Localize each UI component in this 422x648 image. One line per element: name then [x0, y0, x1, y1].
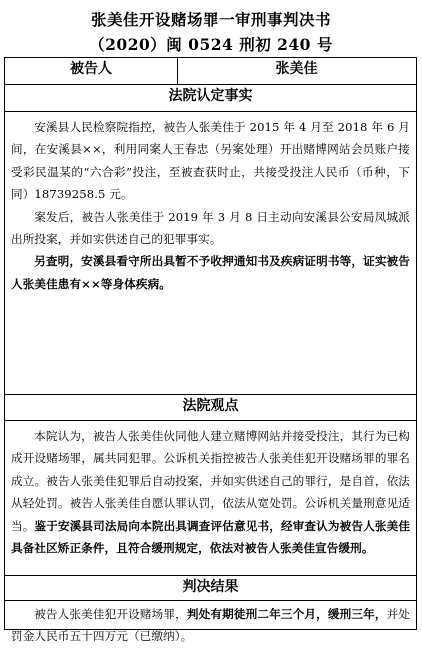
facts-paragraph-1: 安溪县人民检察院指控，被告人张美佳于 2015 年 4 月至 2018 年 6 月间，在安溪县××，利用同案人王春忠（另案处理）开出赌博网站会员账户接受彩民温某的“六合彩”投注，至被查获时止，共接受投注人民币（币种，下同）18739258.5 元。 [11, 120, 410, 202]
verdict-heading: 判决结果 [5, 576, 416, 601]
document-title: 张美佳开设赌场罪一审刑事判决书 [90, 10, 331, 29]
opinion-text: 本院认为，被告人张美佳伙同他人建立赌博网站并接受投注，其行为已构成开设赌场罪，属共同犯罪。公诉机关指控被告人张美佳犯开设赌场罪的罪名成立。被告人张美佳犯罪后自动投案，并如实供述自己的罪行，是自首，依法从轻处罚。被告人张美佳自愿认罪认罚，依法从宽处罚。公诉机关量刑意见适当。 [11, 429, 410, 533]
defendant-label: 被告人 [5, 58, 178, 84]
defendant-row [5, 58, 416, 85]
verdict-section [5, 601, 416, 644]
defendant-name: 张美佳 [275, 61, 318, 77]
judgment-table [4, 57, 417, 644]
facts-heading: 法院认定事实 [5, 85, 416, 112]
opinion-paragraph [11, 425, 410, 559]
case-number: （2020）闽 0524 刑初 240 号 [89, 35, 333, 54]
verdict-text-a: 被告人张美佳犯开设赌场罪， [34, 607, 187, 621]
facts-paragraph-3: 另查明，安溪县看守所出具暂不予收押通知书及疾病证明书等，证实被告人张美佳患有××等身体疾病。 [11, 254, 410, 291]
facts-paragraph-2: 案发后，被告人张美佳于 2019 年 3 月 8 日主动向安溪县公安局凤城派出所投案，并如实供述自己的犯罪事实。 [11, 209, 410, 247]
facts-section [5, 112, 416, 395]
verdict-sentence: 判处有期徒刑二年三个月，缓刑三年， [186, 607, 387, 621]
opinion-section [5, 421, 416, 576]
verdict-text-b: 并处罚金人民币五十四万元（已缴纳）。 [11, 607, 411, 644]
verdict-paragraph [11, 603, 410, 648]
opinion-heading: 法院观点 [5, 395, 416, 421]
opinion-bold-text: 鉴于安溪县司法局向本院出具调查评估意见书，经审查认为被告人张美佳具备社区矫正条件，且符合缓刑规定，依法对被告人张美佳宣告缓刑。 [11, 518, 411, 556]
